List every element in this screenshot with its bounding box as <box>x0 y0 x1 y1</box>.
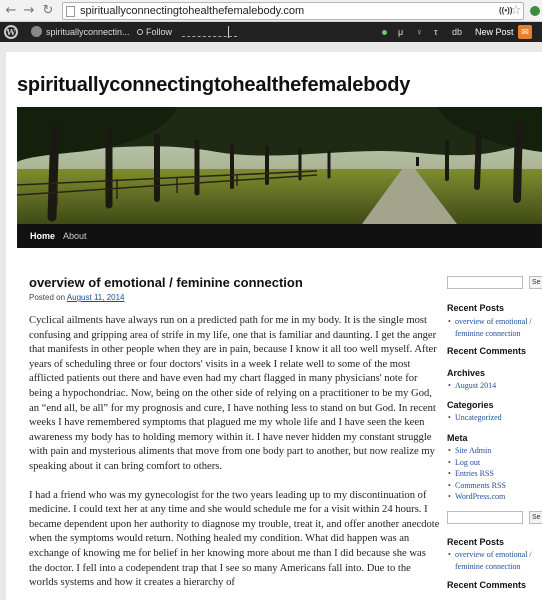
new-post-button[interactable]: New Post <box>475 27 514 37</box>
text-cursor <box>228 26 229 38</box>
post-title[interactable]: overview of emotional / feminine connection <box>29 275 303 290</box>
bookmark-star-icon[interactable]: ☆ <box>510 3 522 18</box>
sidebar-search-button[interactable]: Se <box>529 276 542 289</box>
meta-comments-rss-link[interactable]: • Comments RSS <box>447 480 542 492</box>
sidebar-search-input[interactable] <box>447 276 523 289</box>
posted-on-label: Posted on <box>29 293 66 302</box>
tree-lined-path-illustration <box>17 107 542 224</box>
reload-icon[interactable]: ↻ <box>42 3 54 18</box>
recent-posts-list <box>447 316 542 339</box>
recent-post-link-2[interactable]: • overview of emotional / feminine connection <box>447 549 542 572</box>
nav-about[interactable]: About <box>63 231 87 241</box>
recent-posts-list-2 <box>447 549 542 572</box>
recent-posts-heading: Recent Posts <box>447 303 505 313</box>
sidebar-search-input-2[interactable] <box>447 511 523 524</box>
categories-list <box>447 412 542 424</box>
category-link[interactable]: • Uncategorized <box>447 412 542 424</box>
meta-entries-rss-link[interactable]: • Entries RSS <box>447 468 542 480</box>
back-arrow-icon[interactable]: ← <box>5 3 17 18</box>
recent-comments-heading-2: Recent Comments <box>447 580 527 590</box>
wordpress-logo-icon[interactable]: W <box>4 25 18 39</box>
status-dot-icon <box>382 30 387 35</box>
tau-icon[interactable]: τ <box>434 27 438 37</box>
main-navigation <box>17 224 542 248</box>
post-paragraph: Cyclical ailments have always run on a predicted path for me in my body. It is the single most confusing and gripping area of strife in my life, one that is familiar and daunting. I get the anger that manifests in other people when they are in pain, because I know it all too well myself. After years of scheduling three or four doctors' visits in a week I relate well to some of the most afflicted patients out there and have even had my chart flagged in many physicians' note for being a hypochondriac. Now, being on the other side of relying on a practitioner to be my God, an “end all, be all” for my prognosis and cure, I have nothing less to stand on but God. In recent weeks I have remembered symptoms that plagued me my whole life and I have seen the keen awareness my body has to holding memory within it. I have never hidden my constant struggle with pain and mysterious aliments that move from one body part to another, but now realize my speaking about it can bring comfort to others. <box>29 315 437 472</box>
db-icon[interactable]: db <box>452 27 463 37</box>
sidebar-search-button-2[interactable]: Se <box>529 511 542 524</box>
post-paragraph: I had a friend who was my gynecologist for the two years leading up to my discontinuation of medicine. I could text her at any time and she would schedule me for a visit within 24 hours. I became dependent upon her authority to diagnose my trouble, treat it, and offer another anecdote when the symptoms would return. Nothing healed my condition. What did happen was an exchange of knowing me for belief in her knowing more about me than I did because she was the doctor. I fell into a codependent trap that I see so many Americans fall into. Due to the worlds systems and how it creates a hierarchy of <box>29 489 440 589</box>
follow-button[interactable]: Follow <box>146 27 173 37</box>
lightbulb-icon[interactable]: ♀ <box>416 27 423 37</box>
globe-icon <box>31 26 42 37</box>
archives-list <box>447 380 542 392</box>
follow-icon <box>137 29 143 35</box>
archive-link[interactable]: • August 2014 <box>447 380 542 392</box>
wp-admin-bar <box>0 22 542 42</box>
nav-home[interactable]: Home <box>30 231 56 241</box>
extension-icon[interactable] <box>530 6 540 16</box>
post-date-link[interactable]: August 11, 2014 <box>66 293 125 302</box>
browser-toolbar <box>0 0 542 22</box>
post-meta <box>29 293 125 302</box>
page-icon <box>66 6 75 17</box>
site-title[interactable]: spirituallyconnectingtohealthefemalebody <box>17 74 411 96</box>
categories-heading: Categories <box>447 400 494 410</box>
meta-site-admin-link[interactable]: • Site Admin <box>447 445 542 457</box>
meta-heading: Meta <box>447 433 468 443</box>
archives-heading: Archives <box>447 368 486 378</box>
url-text: spirituallyconnectingtohealthefemalebody.com <box>80 5 305 17</box>
recent-posts-heading-2: Recent Posts <box>447 537 505 547</box>
meta-log-out-link[interactable]: • Log out <box>447 457 542 469</box>
post-content <box>29 314 441 600</box>
admin-site-name[interactable]: spirituallyconnectin... <box>46 27 130 37</box>
address-bar[interactable] <box>62 2 524 20</box>
meta-wordpress-link[interactable]: • WordPress.com <box>447 491 542 503</box>
recent-post-link[interactable]: • overview of emotional / feminine connection <box>447 316 542 339</box>
forward-arrow-icon[interactable]: → <box>23 3 35 18</box>
rss-feed-icon[interactable]: ((•)) <box>499 6 513 15</box>
mu-icon[interactable]: μ <box>398 27 404 37</box>
recent-comments-heading: Recent Comments <box>447 346 527 356</box>
notifications-icon[interactable]: ✉ <box>518 25 532 39</box>
meta-list <box>447 445 542 503</box>
header-image <box>17 107 542 224</box>
